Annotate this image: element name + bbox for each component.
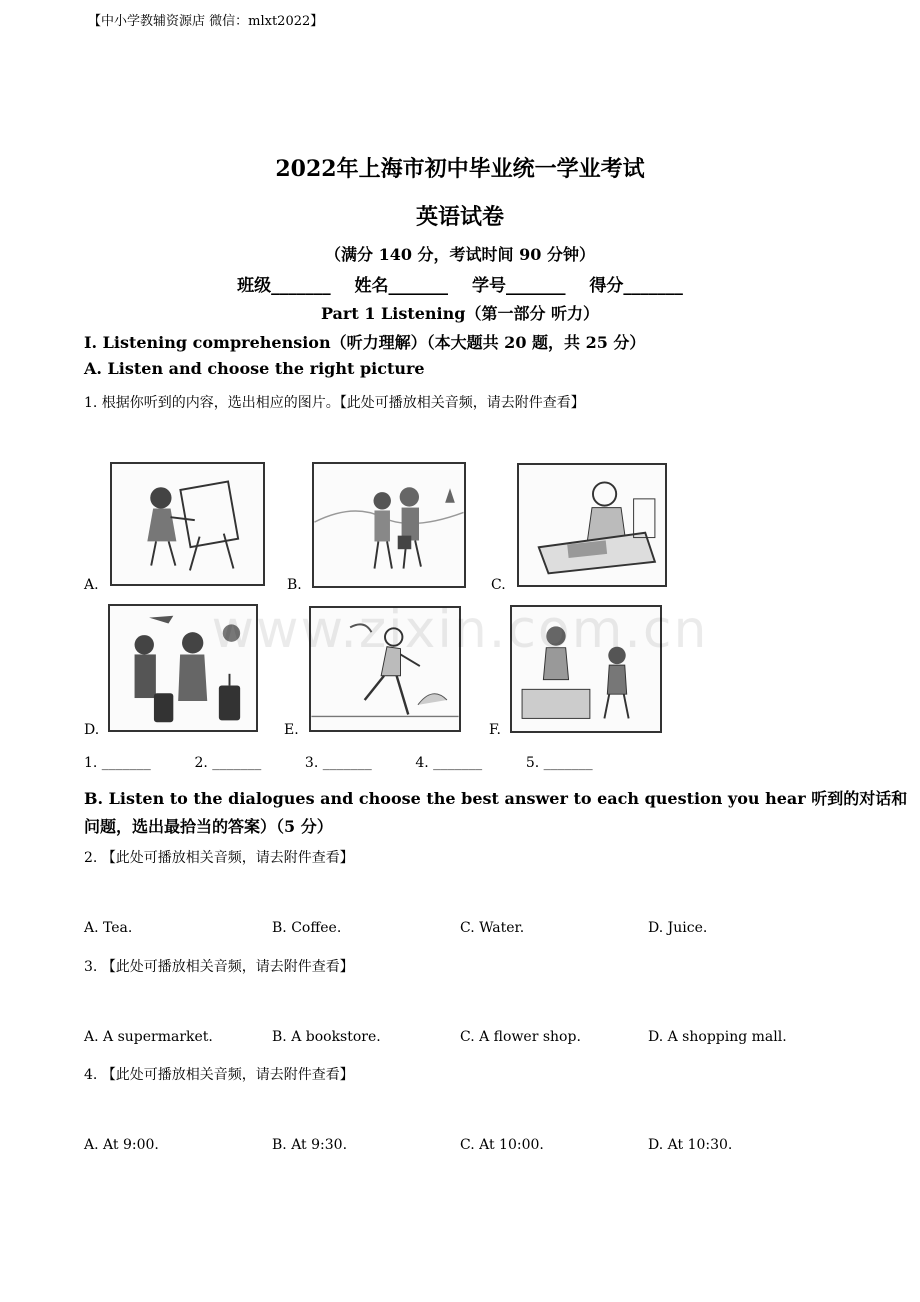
- watermark: www.zixin.com.cn: [211, 600, 709, 660]
- question-2-prompt: 2. 【此处可播放相关音频，请去附件查看】: [84, 850, 354, 866]
- question-1-prompt: 1. 根据你听到的内容，选出相应的图片。【此处可播放相关音频，请去附件查看】: [84, 395, 585, 411]
- q2-option-b[interactable]: B. Coffee.: [272, 920, 342, 936]
- score-field[interactable]: 得分_______: [589, 276, 683, 296]
- q2-option-c[interactable]: C. Water.: [460, 920, 525, 936]
- q3-option-c[interactable]: C. A flower shop.: [460, 1029, 581, 1045]
- q4-option-b[interactable]: B. At 9:30.: [272, 1137, 348, 1153]
- picture-label-e: E.: [284, 722, 299, 738]
- q4-option-a[interactable]: A. At 9:00.: [84, 1137, 159, 1153]
- section-1-heading: I. Listening comprehension（听力理解）（本大题共 20 题，共 25 分）: [84, 333, 646, 352]
- answer-blank-4[interactable]: 4. _______: [415, 755, 483, 771]
- score-time-note: （满分 140 分，考试时间 90 分钟）: [325, 245, 595, 264]
- q2-option-a[interactable]: A. Tea.: [84, 920, 133, 936]
- q2-option-d[interactable]: D. Juice.: [648, 920, 708, 936]
- student-info-row: [0, 271, 920, 296]
- q4-option-c[interactable]: C. At 10:00.: [460, 1137, 544, 1153]
- q4-option-d[interactable]: D. At 10:30.: [648, 1137, 733, 1153]
- picture-label-a: A.: [84, 577, 99, 593]
- answer-blank-1[interactable]: 1. _______: [84, 755, 151, 771]
- answer-blank-2[interactable]: 2. _______: [194, 755, 262, 771]
- answer-blank-5[interactable]: 5. _______: [525, 755, 593, 771]
- picture-label-c: C.: [491, 577, 506, 593]
- part-title: Part 1 Listening（第一部分 听力）: [320, 304, 600, 323]
- q3-option-a[interactable]: A. A supermarket.: [84, 1029, 213, 1045]
- section-b-heading-line1: B. Listen to the dialogues and choose the best answer to each question you hear 听到的对话和: [84, 789, 908, 808]
- picture-label-b: B.: [287, 577, 302, 593]
- exam-title: 2022年上海市初中毕业统一学业考试: [275, 156, 645, 182]
- picture-a-painting[interactable]: [110, 462, 265, 586]
- q3-option-d[interactable]: D. A shopping mall.: [648, 1029, 787, 1045]
- header-note: 【中小学教辅资源店 微信：mlxt2022】: [88, 14, 324, 29]
- picture-label-f: F.: [489, 722, 501, 738]
- question-4-prompt: 4. 【此处可播放相关音频，请去附件查看】: [84, 1067, 354, 1083]
- q3-option-b[interactable]: B. A bookstore.: [272, 1029, 381, 1045]
- name-field[interactable]: 姓名_______: [354, 276, 449, 296]
- answer-blanks-row: [84, 755, 632, 771]
- picture-b-walking[interactable]: [312, 462, 466, 588]
- section-a-heading: A. Listen and choose the right picture: [84, 359, 425, 378]
- section-b-heading-line2: 问题，选出最拾当的答案）（5 分）: [84, 817, 333, 836]
- answer-blank-3[interactable]: 3. _______: [304, 755, 372, 771]
- question-3-prompt: 3. 【此处可播放相关音频，请去附件查看】: [84, 959, 354, 975]
- picture-c-desk[interactable]: [517, 463, 667, 587]
- exam-subtitle: 英语试卷: [415, 204, 504, 230]
- picture-label-d: D.: [84, 722, 100, 738]
- student-id-field[interactable]: 学号_______: [471, 276, 566, 296]
- class-field[interactable]: 班级_______: [237, 276, 331, 296]
